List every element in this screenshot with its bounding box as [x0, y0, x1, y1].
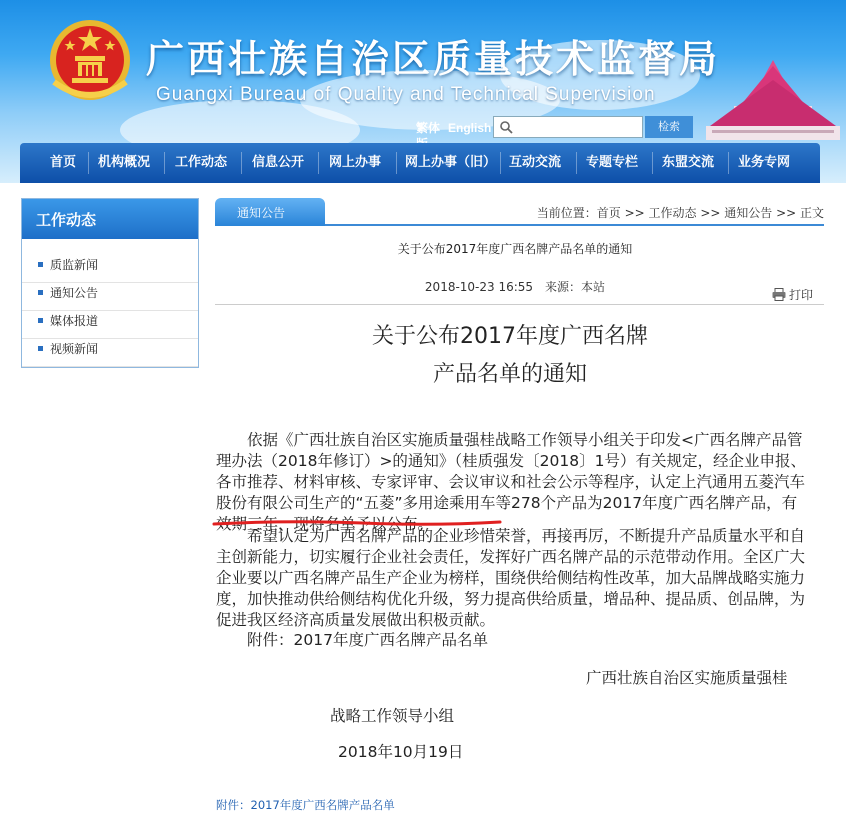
sidebar-item-label: 通知公告	[50, 286, 99, 300]
nav-divider	[88, 152, 89, 174]
print-label: 打印	[789, 288, 814, 302]
nav-item-home[interactable]: 首页	[50, 155, 77, 170]
printer-icon	[772, 288, 786, 301]
article-meta: 2018-10-23 16:55 来源：本站	[424, 280, 606, 294]
search-input[interactable]	[518, 118, 640, 136]
search-button[interactable]: 检索	[645, 116, 693, 138]
tab-notices[interactable]	[215, 198, 325, 226]
sidebar-item-video-news[interactable]	[22, 339, 198, 367]
sidebar-item-label: 质监新闻	[50, 258, 99, 272]
article-title-line: 关于公布2017年度广西名牌	[372, 324, 648, 349]
article-paragraph: 希望认定为广西名牌产品的企业珍惜荣誉，再接再厉，不断提升产品质量水平和自主创新能力，切实履行企业社会责任，发挥好广西名牌产品的示范带动作用。全区广大企业要以广西名牌产品生产企业为榜样，围绕供给侧结构性改革，加大品牌战略实施力度，加快推动供给侧结构优化升级，努力提高供给质量，增品种、提品质、创品牌，为促进我区经济高质量发展做出积极贡献。	[216, 527, 806, 629]
nav-item-info-disclosure[interactable]: 信息公开	[252, 155, 305, 170]
national-emblem-icon	[44, 12, 136, 104]
tab-label: 通知公告	[237, 206, 286, 220]
main-nav	[20, 143, 820, 183]
nav-item-online-services[interactable]: 网上办事	[329, 155, 382, 170]
nav-divider	[500, 152, 501, 174]
article-title	[215, 318, 805, 394]
signature-org-line1: 广西壮族自治区实施质量强桂	[586, 669, 788, 687]
nav-item-special-topics[interactable]: 专题专栏	[586, 155, 639, 170]
english-link[interactable]: English	[448, 121, 492, 135]
article-title-line: 产品名单的通知	[432, 362, 587, 387]
nav-divider	[241, 152, 242, 174]
content-tab-bar	[215, 198, 824, 226]
nav-item-about[interactable]: 机构概况	[98, 155, 151, 170]
nav-divider	[396, 152, 397, 174]
nav-item-business-network[interactable]: 业务专网	[738, 155, 791, 170]
sidebar-item-label: 媒体报道	[50, 314, 99, 328]
nav-item-asean[interactable]: 东盟交流	[662, 155, 715, 170]
signature-org-line2: 战略工作领导小组	[330, 707, 455, 725]
bullet-icon	[38, 290, 43, 295]
print-button[interactable]	[772, 286, 813, 303]
content-divider	[215, 304, 824, 305]
nav-divider	[164, 152, 165, 174]
nav-divider	[318, 152, 319, 174]
nav-divider	[652, 152, 653, 174]
attachment-link[interactable]: 附件：2017年度广西名牌产品名单	[216, 798, 395, 812]
landmark-building-icon	[700, 60, 846, 140]
article-paragraph: 依据《广西壮族自治区实施质量强桂战略工作领导小组关于印发<广西名牌产品管理办法（2018年修订）>的通知》（桂质强发〔2018〕1号）有关规定，经企业申报、各市推荐、材料审核、专家评审、会议审议和社会公示等程序，认定上汽通用五菱汽车股份有限公司生产的“五菱”多用途乘用车等278个产品为2017年度广西名牌产品，有效期三年，现将名单予以公布。	[216, 431, 806, 533]
sidebar	[21, 198, 199, 368]
site-title-cn: 广西壮族自治区质量技术监督局	[146, 37, 721, 81]
search-box	[493, 116, 643, 138]
bullet-icon	[38, 262, 43, 267]
site-title-en: Guangxi Bureau of Quality and Technical Supervision	[156, 84, 656, 105]
signature-date: 2018年10月19日	[338, 743, 464, 761]
sidebar-item-quality-news[interactable]	[22, 255, 198, 283]
nav-item-online-services-old[interactable]: 网上办事（旧）	[405, 155, 497, 170]
traditional-chinese-link[interactable]: 繁体	[416, 121, 441, 135]
attachment-text: 附件：2017年度广西名牌产品名单	[247, 631, 488, 649]
sidebar-item-label: 视频新闻	[50, 342, 99, 356]
bullet-icon	[38, 318, 43, 323]
nav-item-interaction[interactable]: 互动交流	[509, 155, 562, 170]
sidebar-item-media-reports[interactable]	[22, 311, 198, 339]
nav-divider	[576, 152, 577, 174]
site-header	[0, 0, 846, 183]
nav-item-work-news[interactable]: 工作动态	[175, 155, 228, 170]
nav-divider	[728, 152, 729, 174]
bullet-icon	[38, 346, 43, 351]
sidebar-header	[22, 199, 198, 239]
sidebar-title: 工作动态	[36, 211, 97, 229]
sidebar-item-notices[interactable]	[22, 283, 198, 311]
search-icon	[499, 120, 513, 134]
article-small-title: 关于公布2017年度广西名牌产品名单的通知	[397, 242, 633, 256]
breadcrumb: 当前位置：首页 >> 工作动态 >> 通知公告 >> 正文	[536, 206, 824, 220]
